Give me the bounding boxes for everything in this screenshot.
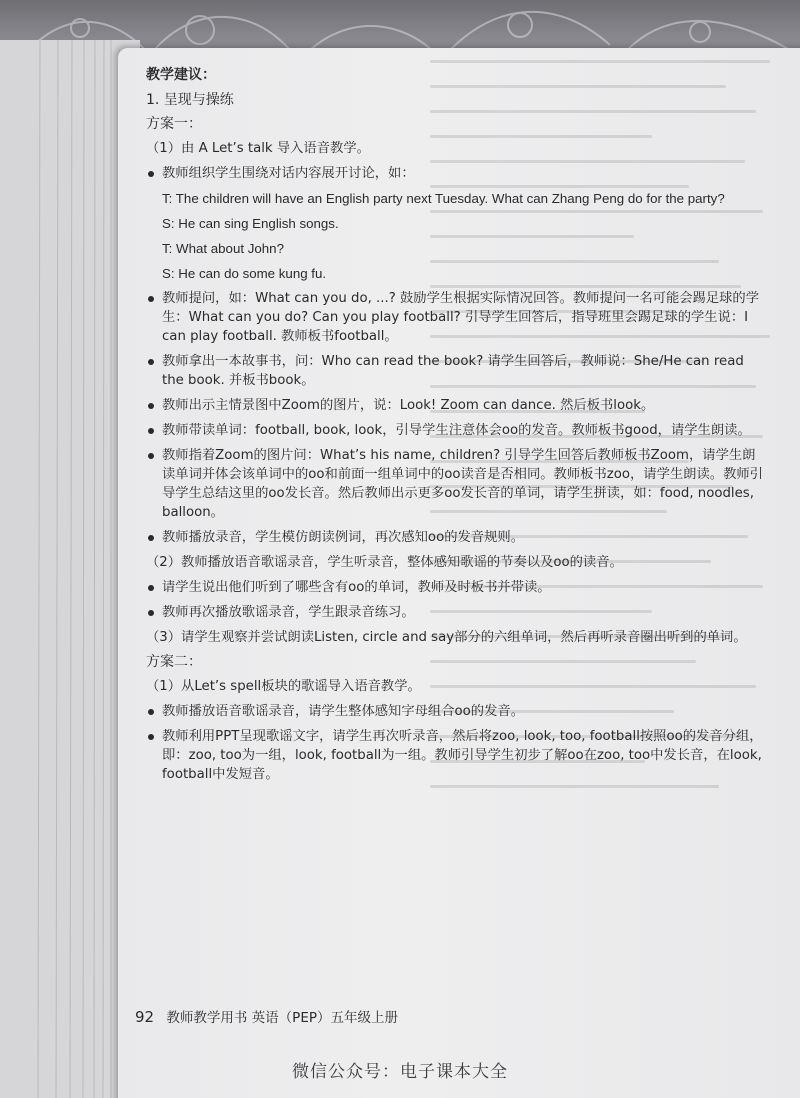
bullet-item: 教师播放语音歌谣录音，请学生整体感知字母组合oo的发音。 <box>146 702 766 721</box>
page-content <box>146 66 766 790</box>
plan-one-step-3: （3）请学生观察并尝试朗读Listen, circle and say部分的六组单词，然后再听录音圈出听到的单词。 <box>146 630 747 645</box>
plan-one-step-2: （2）教师播放语音歌谣录音，学生听录音，整体感知歌谣的节奏以及oo的读音。 <box>146 555 623 570</box>
dialogue-line: T: What about John? <box>162 241 284 256</box>
page-footer <box>135 1006 398 1026</box>
bullet-item: 教师拿出一本故事书，问：Who can read the book? 请学生回答后，教师说：She/He can read the book. 并板书book。 <box>146 352 766 390</box>
plan-two-title: 方案二： <box>146 654 202 670</box>
page-number: 92 <box>135 1008 155 1026</box>
bullet-item: 教师利用PPT呈现歌谣文字，请学生再次听录音，然后将zoo, look, too, football按照oo的发音分组，即：zoo, too为一组，look, football为一组。教师引导学生初步了解oo在zoo, too中发长音，在look, football中发短音。 <box>146 727 766 784</box>
bullet-item: 教师出示主情景图中Zoom的图片，说：Look! Zoom can dance. 然后板书look。 <box>146 396 766 415</box>
bullet-item: 教师播放录音，学生模仿朗读例词，再次感知oo的发音规则。 <box>146 528 766 547</box>
plan-one-title: 方案一： <box>146 116 202 132</box>
bullet-item: 教师组织学生围绕对话内容展开讨论，如： <box>146 164 766 183</box>
bullet-item: 教师带读单词：football, book, look，引导学生注意体会oo的发音。教师板书good，请学生朗读。 <box>146 421 766 440</box>
book-title: 教师教学用书 英语（PEP）五年级上册 <box>166 1010 398 1026</box>
watermark-caption: 微信公众号：电子课本大全 <box>292 1062 508 1082</box>
dialogue-line: S: He can sing English songs. <box>162 216 339 231</box>
dialogue-line: T: The children will have an English party next Tuesday. What can Zhang Peng do for the party? <box>162 191 725 206</box>
plan-one-step-1: （1）由 A Let’s talk 导入语音教学。 <box>146 141 370 156</box>
bullet-item: 教师指着Zoom的图片问：What’s his name, children? 引导学生回答后教师板书Zoom，请学生朗读单词并体会该单词中的oo和前面一组单词中的oo读音是否相同。教师板书zoo，请学生朗读。教师引导学生总结这里的oo发长音。然后教师出示更多oo发长音的单词，请学生拼读，如：food, noodles, balloon。 <box>146 446 766 522</box>
bullet-item: 教师再次播放歌谣录音，学生跟录音练习。 <box>146 603 766 622</box>
bullet-item: 请学生说出他们听到了哪些含有oo的单词，教师及时板书并带读。 <box>146 578 766 597</box>
dialogue-line: S: He can do some kung fu. <box>162 266 327 281</box>
bullet-item: 教师提问，如：What can you do, ...? 鼓励学生根据实际情况回答。教师提问一名可能会踢足球的学生：What can you do? Can you play football? 引导学生回答后，指导班里会踢足球的学生说：I can play football. 教师板书football。 <box>146 289 766 346</box>
plan-two-step-1: （1）从Let’s spell板块的歌谣导入语音教学。 <box>146 679 421 694</box>
section-heading: 教学建议： <box>146 67 216 83</box>
subsection-title: 1. 呈现与操练 <box>146 92 234 108</box>
